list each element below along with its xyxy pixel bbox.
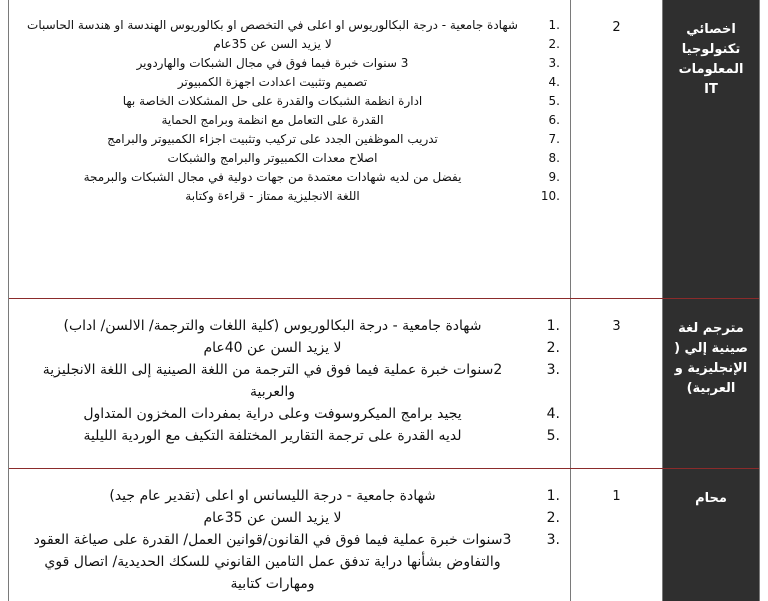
item-text: لا يزيد السن عن 35عام [213,37,332,51]
item-text: شهادة جامعية - درجة الليسانس او اعلى (تقدير عام جيد) [109,488,436,504]
job-title-cell [663,299,759,468]
item-text: يجيد برامج الميكروسوفت وعلى دراية بمفردات المخزون المتداول [83,406,462,422]
job-count-cell [570,0,663,298]
list-item [19,507,560,529]
list-item [19,168,560,187]
job-title: محام [695,491,727,506]
list-item [19,92,560,111]
item-number: 1. [548,18,560,32]
item-number: 3. [546,532,560,548]
item-number: 3. [548,56,560,70]
requirements-list [19,16,560,206]
list-item [19,425,560,447]
item-text: لديه القدرة على ترجمة التقارير المختلفة التكيف مع الوردية الليلية [83,428,462,444]
job-requirements-table [8,0,760,601]
requirements-cell [9,299,570,468]
list-item [19,54,560,73]
table-row [9,468,759,601]
list-item [19,73,560,92]
item-text: 3سنوات خبرة عملية فيما فوق في القانون/قوانين العمل/ القدرة على صياغة العقود والتفاوض بشأنها دراية تدفق عمل التامين القانوني للسكك الحديدية/ اتصال قوي ومهارات كتابية [33,532,512,592]
list-item [19,359,560,403]
item-text: شهادة جامعية - درجة البكالوريوس او اعلى في التخصص او بكالوريوس الهندسة او هندسة الحاسبات [27,18,518,32]
item-number: 1. [546,318,560,334]
item-number: 8. [548,151,560,165]
list-item [19,16,560,35]
item-text: ادارة انظمة الشبكات والقدرة على حل المشكلات الخاصة بها [122,94,423,108]
table-row [9,298,759,468]
list-item [19,35,560,54]
item-number: 4. [548,75,560,89]
item-number: 2. [548,37,560,51]
list-item [19,337,560,359]
job-count-cell [570,469,663,601]
job-title-cell [663,0,759,298]
job-count: 2 [612,20,621,35]
list-item [19,149,560,168]
item-text: اصلاح معدات الكمبيوتر والبرامج والشبكات [167,151,378,165]
item-number: 4. [546,406,560,422]
list-item [19,403,560,425]
item-text: 3 سنوات خبرة فيما فوق في مجال الشبكات والهاردوير [136,56,409,70]
item-text: لا يزيد السن عن 35عام [203,510,342,526]
item-number: 3. [546,362,560,378]
item-text: لا يزيد السن عن 40عام [203,340,342,356]
item-number: 10. [540,189,560,203]
list-item [19,111,560,130]
item-text: يفضل من لديه شهادات معتمدة من جهات دولية في مجال الشبكات والبرمجة [83,170,462,184]
job-count: 1 [612,489,621,504]
job-title: مترجم لغة صينية إلي ( الإنجليزية و العربية) [674,321,748,397]
table-row [9,0,759,298]
list-item [19,315,560,337]
requirements-cell [9,0,570,298]
job-count-cell [570,299,663,468]
item-number: 9. [548,170,560,184]
item-number: 5. [548,94,560,108]
list-item [19,130,560,149]
item-number: 1. [546,488,560,504]
item-text: تصميم وتثبيت اعدادت اجهزة الكمبيوتر [177,75,368,89]
job-title-cell [663,469,759,601]
item-text: القدرة على التعامل مع انظمة وبرامج الحماية [161,113,384,127]
requirements-list [19,315,560,447]
job-count: 3 [612,319,621,334]
item-number: 2. [546,340,560,356]
item-number: 6. [548,113,560,127]
item-text: اللغة الانجليزية ممتاز - قراءة وكتابة [185,189,360,203]
item-number: 5. [546,428,560,444]
item-text: 2سنوات خبرة عملية فيما فوق في الترجمة من اللغة الصينية إلى اللغة الانجليزية والعربية [42,362,503,400]
list-item [19,485,560,507]
job-title: اخصائي تكنولوجيا المعلومات IT [678,22,744,98]
item-number: 2. [546,510,560,526]
item-number: 7. [548,132,560,146]
item-text: شهادة جامعية - درجة البكالوريوس (كلية اللغات والترجمة/ الالسن/ اداب) [63,318,482,334]
list-item [19,187,560,206]
list-item [19,529,560,595]
requirements-cell [9,469,570,601]
requirements-list [19,485,560,595]
item-text: تدريب الموظفين الجدد على تركيب وتثبيت اجزاء الكمبيوتر والبرامج [107,132,438,146]
